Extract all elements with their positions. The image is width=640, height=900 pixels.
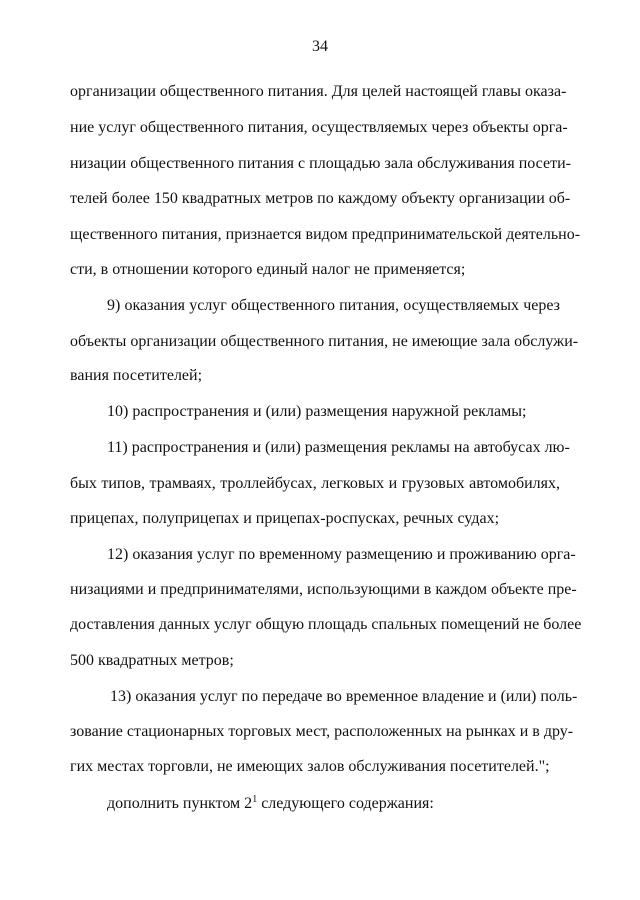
- text-line: объекты организации общественного питания, не имеющие зала обслужи-: [70, 333, 579, 350]
- paragraph-start-line: 11) распространения и (или) размещения рекламы на автобусах лю-: [107, 439, 570, 456]
- text-line: щественного питания, признается видом предпринимательской деятельно-: [70, 226, 581, 243]
- text-line: организации общественного питания. Для целей настоящей главы оказа-: [70, 83, 567, 100]
- paragraph-start-line: 9) оказания услуг общественного питания, осуществляемых через: [107, 297, 560, 314]
- text-line: 500 квадратных метров;: [70, 652, 234, 669]
- superscript-index: 1: [252, 794, 258, 805]
- text-line: гих местах торговли, не имеющих залов обслуживания посетителей.";: [70, 758, 550, 775]
- text-line: прицепах, полуприцепах и прицепах-роспусках, речных судах;: [70, 510, 500, 527]
- text-line: низациями и предпринимателями, использующими в каждом объекте пре-: [70, 581, 577, 598]
- text-line: сти, в отношении которого единый налог не применяется;: [70, 261, 466, 278]
- text-line: телей более 150 квадратных метров по каждому объекту организации об-: [70, 190, 571, 207]
- final-line-text: дополнить пунктом 2: [107, 795, 253, 812]
- paragraph-start-line: [107, 794, 560, 814]
- text-line: низации общественного питания с площадью зала обслуживания посети-: [70, 155, 571, 172]
- page-number: 34: [312, 38, 328, 55]
- text-line: вания посетителей;: [70, 367, 203, 384]
- paragraph-start-line: 13) оказания услуг по передаче во временное владение и (или) поль-: [110, 688, 578, 705]
- text-line: доставления данных услуг общую площадь спальных помещений не более: [70, 616, 582, 633]
- text-line: бых типов, трамваях, троллейбусах, легковых и грузовых автомобилях,: [70, 475, 560, 492]
- text-line: ние услуг общественного питания, осуществляемых через объекты орга-: [70, 119, 568, 136]
- text-line: зование стационарных торговых мест, расположенных на рынках и в дру-: [70, 723, 574, 740]
- final-line-text-end: следующего содержания:: [257, 795, 434, 812]
- paragraph-start-line: 12) оказания услуг по временному размещению и проживанию орга-: [107, 546, 576, 563]
- paragraph-start-line: 10) распространения и (или) размещения наружной рекламы;: [107, 403, 527, 420]
